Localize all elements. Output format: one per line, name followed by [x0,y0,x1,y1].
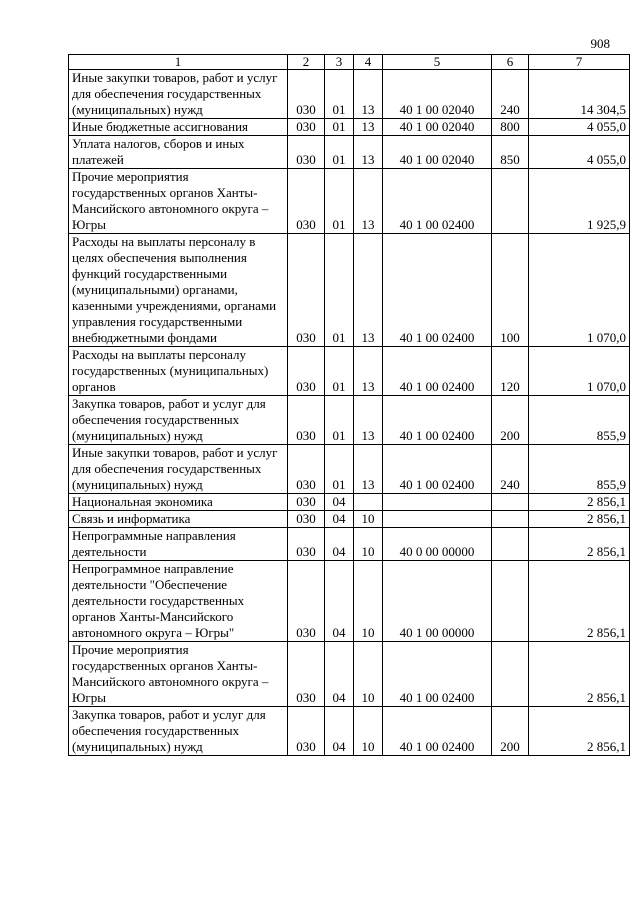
row-name-cell: Иные закупки товаров, работ и услуг для обеспечения государственных (муниципальных) нужд [69,70,288,119]
row-subsection-cell: 10 [354,511,383,528]
row-expense-type-cell [492,642,529,707]
row-amount-cell: 1 070,0 [529,347,630,396]
header-col-1: 1 [69,55,288,70]
row-name-cell: Прочие мероприятия государственных органов Ханты-Мансийского автономного округа – Югры [69,169,288,234]
table-row [69,347,630,396]
row-amount-cell: 2 856,1 [529,707,630,756]
row-expense-type-cell: 240 [492,445,529,494]
table-row [69,234,630,347]
row-name-cell: Закупка товаров, работ и услуг для обеспечения государственных (муниципальных) нужд [69,707,288,756]
row-amount-cell: 2 856,1 [529,511,630,528]
row-code-cell: 030 [288,169,325,234]
row-expense-type-cell [492,169,529,234]
row-name-cell: Иные бюджетные ассигнования [69,119,288,136]
row-amount-cell: 4 055,0 [529,136,630,169]
table-row [69,70,630,119]
row-section-cell: 01 [325,70,354,119]
table-row [69,494,630,511]
row-code-cell: 030 [288,561,325,642]
row-subsection-cell: 13 [354,234,383,347]
row-target-article-cell: 40 1 00 02400 [383,396,492,445]
table-row [69,396,630,445]
budget-table [68,54,630,756]
row-name-cell: Национальная экономика [69,494,288,511]
row-target-article-cell: 40 1 00 02400 [383,169,492,234]
row-name-cell: Непрограммное направление деятельности "Обеспечение деятельности государственных органов Ханты-Мансийского автономного округа – Югры" [69,561,288,642]
row-name-cell: Закупка товаров, работ и услуг для обеспечения государственных (муниципальных) нужд [69,396,288,445]
row-code-cell: 030 [288,234,325,347]
row-amount-cell: 1 070,0 [529,234,630,347]
row-target-article-cell: 40 1 00 02040 [383,119,492,136]
row-amount-cell: 2 856,1 [529,642,630,707]
row-code-cell: 030 [288,347,325,396]
row-amount-cell: 2 856,1 [529,494,630,511]
row-subsection-cell: 13 [354,445,383,494]
row-subsection-cell: 10 [354,528,383,561]
row-section-cell: 01 [325,347,354,396]
row-code-cell: 030 [288,136,325,169]
row-section-cell: 04 [325,494,354,511]
row-expense-type-cell: 800 [492,119,529,136]
row-expense-type-cell: 240 [492,70,529,119]
row-code-cell: 030 [288,707,325,756]
row-section-cell: 01 [325,396,354,445]
row-section-cell: 04 [325,528,354,561]
row-amount-cell: 1 925,9 [529,169,630,234]
row-subsection-cell: 13 [354,169,383,234]
row-amount-cell: 2 856,1 [529,528,630,561]
row-name-cell: Уплата налогов, сборов и иных платежей [69,136,288,169]
row-amount-cell: 14 304,5 [529,70,630,119]
row-section-cell: 01 [325,234,354,347]
row-expense-type-cell: 200 [492,396,529,445]
row-code-cell: 030 [288,119,325,136]
row-subsection-cell: 13 [354,119,383,136]
row-expense-type-cell: 120 [492,347,529,396]
row-target-article-cell [383,511,492,528]
row-expense-type-cell [492,528,529,561]
row-target-article-cell: 40 1 00 02400 [383,707,492,756]
row-name-cell: Связь и информатика [69,511,288,528]
table-row [69,119,630,136]
header-col-7: 7 [529,55,630,70]
row-target-article-cell [383,494,492,511]
row-amount-cell: 2 856,1 [529,561,630,642]
row-expense-type-cell: 850 [492,136,529,169]
row-subsection-cell: 10 [354,561,383,642]
table-row [69,642,630,707]
table-header-row [69,55,630,70]
row-target-article-cell: 40 1 00 02400 [383,347,492,396]
row-subsection-cell: 13 [354,136,383,169]
page-number: 908 [590,36,610,51]
row-subsection-cell: 13 [354,396,383,445]
row-section-cell: 04 [325,561,354,642]
header-col-2: 2 [288,55,325,70]
row-target-article-cell: 40 1 00 02400 [383,234,492,347]
row-code-cell: 030 [288,396,325,445]
row-section-cell: 01 [325,445,354,494]
row-code-cell: 030 [288,511,325,528]
row-section-cell: 04 [325,642,354,707]
table-row [69,169,630,234]
row-code-cell: 030 [288,642,325,707]
row-subsection-cell: 10 [354,707,383,756]
row-target-article-cell: 40 1 00 02400 [383,642,492,707]
header-col-4: 4 [354,55,383,70]
row-code-cell: 030 [288,528,325,561]
row-target-article-cell: 40 1 00 02040 [383,70,492,119]
row-name-cell: Непрограммные направления деятельности [69,528,288,561]
table-row [69,707,630,756]
row-subsection-cell: 13 [354,70,383,119]
row-target-article-cell: 40 0 00 00000 [383,528,492,561]
row-name-cell: Прочие мероприятия государственных органов Ханты-Мансийского автономного округа – Югры [69,642,288,707]
row-section-cell: 01 [325,136,354,169]
table-row [69,528,630,561]
row-target-article-cell: 40 1 00 00000 [383,561,492,642]
row-code-cell: 030 [288,445,325,494]
row-amount-cell: 855,9 [529,396,630,445]
table-row [69,561,630,642]
table-row [69,136,630,169]
table-row [69,511,630,528]
row-code-cell: 030 [288,494,325,511]
row-expense-type-cell: 200 [492,707,529,756]
row-expense-type-cell [492,561,529,642]
row-subsection-cell: 10 [354,642,383,707]
header-col-3: 3 [325,55,354,70]
table-body [69,55,630,756]
row-section-cell: 01 [325,169,354,234]
row-name-cell: Расходы на выплаты персоналу государственных (муниципальных) органов [69,347,288,396]
row-subsection-cell [354,494,383,511]
row-section-cell: 01 [325,119,354,136]
row-target-article-cell: 40 1 00 02400 [383,445,492,494]
row-section-cell: 04 [325,511,354,528]
row-expense-type-cell [492,511,529,528]
row-name-cell: Иные закупки товаров, работ и услуг для обеспечения государственных (муниципальных) нужд [69,445,288,494]
row-subsection-cell: 13 [354,347,383,396]
row-code-cell: 030 [288,70,325,119]
row-amount-cell: 855,9 [529,445,630,494]
row-expense-type-cell: 100 [492,234,529,347]
table-row [69,445,630,494]
row-amount-cell: 4 055,0 [529,119,630,136]
header-col-5: 5 [383,55,492,70]
row-section-cell: 04 [325,707,354,756]
header-col-6: 6 [492,55,529,70]
row-target-article-cell: 40 1 00 02040 [383,136,492,169]
row-name-cell: Расходы на выплаты персоналу в целях обеспечения выполнения функций государственными (муниципальными) органами, казенными учреждениями, органами управления государственными внебюджетными фондами [69,234,288,347]
row-expense-type-cell [492,494,529,511]
